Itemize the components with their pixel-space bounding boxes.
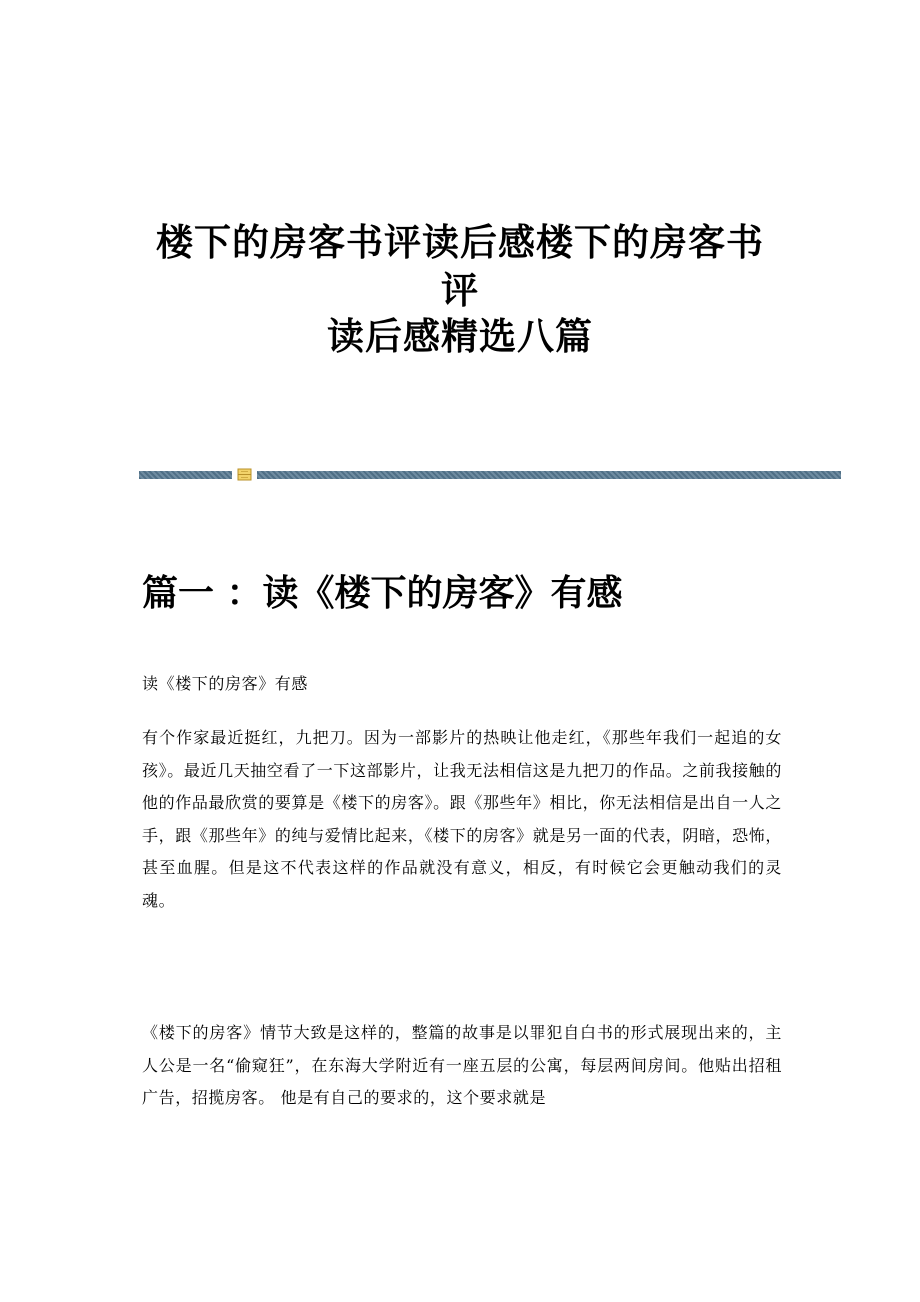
divider-ornament-icon bbox=[237, 468, 252, 481]
paragraph-body-2: 《楼下的房客》情节大致是这样的，整篇的故事是以罪犯自白书的形式展现出来的，主人公是一名“偷窥狂”，在东海大学附近有一座五层的公寓，每层两间房间。他贴出招租广告，招揽房客。 他是有自己的要求的，这个要求就是 bbox=[142, 1023, 782, 1107]
document-title-line-1: 楼下的房客书评读后感楼下的房客书评 bbox=[156, 220, 764, 312]
divider-bar-right bbox=[257, 471, 841, 479]
paragraph-subtitle: 读《楼下的房客》有感 bbox=[142, 674, 309, 693]
section-heading: 篇一 ：读《楼下的房客》有感 bbox=[142, 572, 623, 614]
paragraph-body-1: 有个作家最近挺红，九把刀。因为一部影片的热映让他走红，《那些年我们一起追的女孩》。最近几天抽空看了一下这部影片，让我无法相信这是九把刀的作品。之前我接触的他的作品最欣赏的要算是《楼下的房客》。跟《那些年》相比，你无法相信是出自一人之手，跟《那些年》的纯与爱情比起来，《楼下的房客》就是另一面的代表，阴暗，恐怖，甚至血腥。但是这不代表这样的作品就没有意义，相反，有时候它会更触动我们的灵魂。 bbox=[142, 728, 782, 910]
title-divider bbox=[139, 471, 841, 479]
divider-bar-left bbox=[139, 471, 232, 479]
document-title-line-2: 读后感精选八篇 bbox=[327, 314, 593, 358]
